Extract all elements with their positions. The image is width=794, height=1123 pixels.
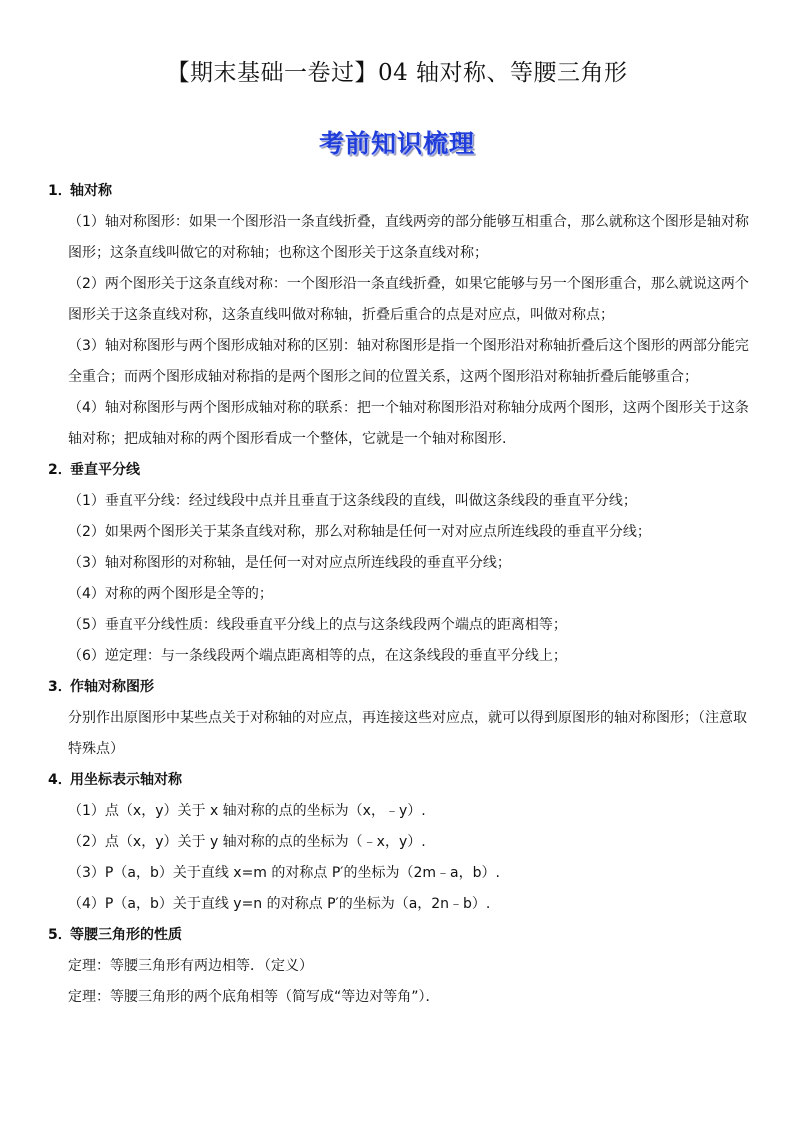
section-heading: 2．垂直平分线 — [48, 462, 140, 478]
section-drawing-symmetric-figure — [48, 672, 760, 765]
section-perpendicular-bisector — [48, 455, 760, 672]
list-item: （1）点（x，y）关于 x 轴对称的点的坐标为（x，﹣y）. — [68, 803, 426, 819]
list-item: （3）轴对称图形与两个图形成轴对称的区别：轴对称图形是指一个图形沿对称轴折叠后这个图形的两部分能完全重合；而两个图形成轴对称指的是两个图形之间的位置关系，这两个图形沿对称轴折叠后能够重合； — [68, 338, 749, 385]
list-item: （2）如果两个图形关于某条直线对称，那么对称轴是任何一对对应点所连线段的垂直平分线； — [68, 524, 651, 540]
list-item: （1）轴对称图形：如果一个图形沿一条直线折叠，直线两旁的部分能够互相重合，那么就称这个图形是轴对称图形；这条直线叫做它的对称轴；也称这个图形关于这条直线对称； — [68, 214, 749, 261]
section-heading: 1．轴对称 — [48, 183, 112, 199]
section-heading: 5．等腰三角形的性质 — [48, 927, 182, 943]
paragraph: 定理：等腰三角形有两边相等．（定义） — [68, 958, 313, 974]
document-body — [48, 176, 760, 1013]
section-axial-symmetry — [48, 176, 760, 455]
section-heading: 3．作轴对称图形 — [48, 679, 154, 695]
list-item: （2）点（x，y）关于 y 轴对称的点的坐标为（﹣x，y）. — [68, 834, 426, 850]
list-item: （6）逆定理：与一条线段两个端点距离相等的点，在这条线段的垂直平分线上； — [68, 648, 567, 664]
list-item: （2）两个图形关于这条直线对称：一个图形沿一条直线折叠，如果它能够与另一个图形重合，那么就说这两个图形关于这条直线对称，这条直线叫做对称轴，折叠后重合的点是对应点，叫做对称点； — [68, 276, 749, 323]
paragraph: 分别作出原图形中某些点关于对称轴的对应点，再连接这些对应点，就可以得到原图形的轴对称图形；（注意取特殊点） — [68, 710, 747, 757]
section-banner: 考前知识梳理 — [318, 129, 475, 158]
list-item: （5）垂直平分线性质：线段垂直平分线上的点与这条线段两个端点的距离相等； — [68, 617, 567, 633]
list-item: （4）P（a，b）关于直线 y=n 的对称点 P′的坐标为（a，2n﹣b）. — [68, 896, 491, 912]
section-heading: 4．用坐标表示轴对称 — [48, 772, 182, 788]
section-coordinate-symmetry — [48, 765, 760, 920]
list-item: （4）轴对称图形与两个图形成轴对称的联系：把一个轴对称图形沿对称轴分成两个图形，这两个图形关于这条轴对称；把成轴对称的两个图形看成一个整体，它就是一个轴对称图形. — [68, 400, 749, 447]
section-isosceles-triangle — [48, 920, 760, 1013]
list-item: （4）对称的两个图形是全等的； — [68, 586, 273, 602]
page-title: 【期末基础一卷过】04 轴对称、等腰三角形 — [166, 60, 628, 86]
list-item: （3）轴对称图形的对称轴，是任何一对对应点所连线段的垂直平分线； — [68, 555, 511, 571]
paragraph: 定理：等腰三角形的两个底角相等（简写成“等边对等角”）． — [68, 989, 440, 1005]
list-item: （3）P（a，b）关于直线 x=m 的对称点 P′的坐标为（2m﹣a，b）. — [68, 865, 500, 881]
list-item: （1）垂直平分线：经过线段中点并且垂直于这条线段的直线，叫做这条线段的垂直平分线； — [68, 493, 637, 509]
